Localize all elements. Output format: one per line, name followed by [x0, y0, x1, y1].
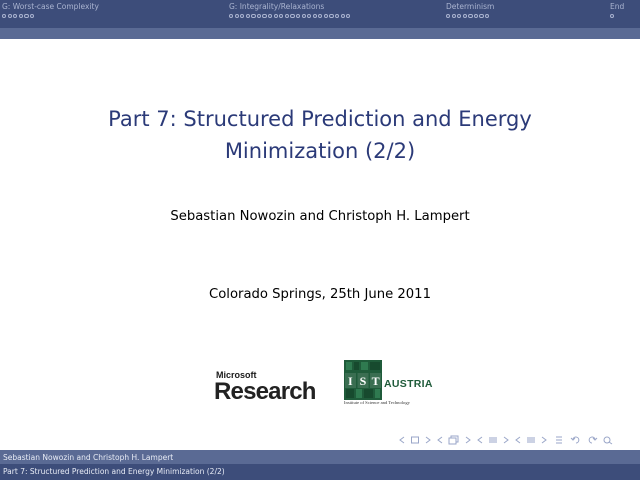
nav-dots	[229, 14, 350, 18]
nav-section-title[interactable]: Determinism	[446, 2, 495, 11]
nav-frame-dot[interactable]	[479, 14, 483, 18]
frame-icon[interactable]	[448, 435, 460, 445]
nav-section-title[interactable]: G: Worst-case Complexity	[2, 2, 99, 11]
nav-frame-dot[interactable]	[318, 14, 322, 18]
previous-frame-icon[interactable]	[436, 435, 444, 445]
ist-subtitle: Institute of Science and Technology	[344, 400, 410, 405]
nav-frame-dot[interactable]	[229, 14, 233, 18]
nav-frame-dot[interactable]	[285, 14, 289, 18]
next-slide-icon[interactable]	[424, 435, 432, 445]
footer-authors-bar	[0, 450, 640, 464]
nav-frame-dot[interactable]	[324, 14, 328, 18]
nav-frame-dot[interactable]	[13, 14, 17, 18]
nav-frame-dot[interactable]	[335, 14, 339, 18]
slide-place-date: Colorado Springs, 25th June 2011	[209, 287, 431, 302]
nav-frame-dot[interactable]	[446, 14, 450, 18]
nav-frame-dot[interactable]	[485, 14, 489, 18]
beamer-navigation-symbols	[398, 434, 638, 446]
footer-authors[interactable]: Sebastian Nowozin and Christoph H. Lampert	[3, 453, 174, 462]
document-icon[interactable]	[552, 435, 566, 445]
nav-frame-dot[interactable]	[290, 14, 294, 18]
nav-frame-dot[interactable]	[302, 14, 306, 18]
slide-icon[interactable]	[410, 435, 420, 445]
nav-frame-dot[interactable]	[235, 14, 239, 18]
forward-icon[interactable]	[586, 435, 598, 445]
nav-frame-dot[interactable]	[251, 14, 255, 18]
nav-frame-dot[interactable]	[2, 14, 6, 18]
section-icon[interactable]	[526, 435, 536, 445]
slide-authors: Sebastian Nowozin and Christoph H. Lampert	[170, 209, 470, 224]
research-wordmark: Research	[214, 378, 316, 405]
subsection-icon[interactable]	[488, 435, 498, 445]
nav-frame-dot[interactable]	[474, 14, 478, 18]
next-section-icon[interactable]	[540, 435, 548, 445]
nav-frame-dot[interactable]	[457, 14, 461, 18]
nav-dots	[2, 14, 99, 18]
nav-section-determinism[interactable]	[446, 2, 494, 18]
ist-letter: T	[371, 374, 380, 388]
nav-frame-dot[interactable]	[329, 14, 333, 18]
nav-frame-dot[interactable]	[468, 14, 472, 18]
nav-frame-dot[interactable]	[452, 14, 456, 18]
microsoft-research-logo	[214, 370, 326, 406]
nav-dots	[610, 14, 624, 18]
nav-frame-dot[interactable]	[346, 14, 350, 18]
nav-frame-dot[interactable]	[246, 14, 250, 18]
nav-section-title[interactable]: G: Integrality/Relaxations	[229, 2, 325, 11]
previous-slide-icon[interactable]	[398, 435, 406, 445]
nav-frame-dot[interactable]	[313, 14, 317, 18]
nav-section-end[interactable]	[610, 2, 624, 18]
previous-subsection-icon[interactable]	[476, 435, 484, 445]
nav-frame-dot[interactable]	[8, 14, 12, 18]
next-frame-icon[interactable]	[464, 435, 472, 445]
nav-section-integrality[interactable]	[229, 2, 350, 18]
nav-frame-dot[interactable]	[268, 14, 272, 18]
back-icon[interactable]	[570, 435, 582, 445]
nav-frame-dot[interactable]	[19, 14, 23, 18]
ist-austria-wordmark: AUSTRIA	[384, 378, 433, 390]
slide-title	[0, 103, 640, 167]
slide-title-line-2: Minimization (2/2)	[224, 139, 416, 163]
nav-frame-dot[interactable]	[257, 14, 261, 18]
previous-section-icon[interactable]	[514, 435, 522, 445]
slide-title-line-1: Part 7: Structured Prediction and Energy	[108, 107, 532, 131]
ist-letter: S	[359, 374, 367, 388]
nav-frame-dot[interactable]	[307, 14, 311, 18]
nav-frame-dot[interactable]	[262, 14, 266, 18]
nav-frame-dot[interactable]	[30, 14, 34, 18]
section-navigation-bar	[0, 0, 640, 28]
nav-frame-dot[interactable]	[610, 14, 614, 18]
nav-frame-dot[interactable]	[296, 14, 300, 18]
microsoft-wordmark: Microsoft	[216, 370, 257, 380]
ist-logo-block	[344, 360, 382, 400]
nav-frame-dot[interactable]	[274, 14, 278, 18]
nav-section-worst-case[interactable]	[2, 2, 99, 18]
nav-frame-dot[interactable]	[240, 14, 244, 18]
ist-austria-logo	[344, 360, 434, 408]
search-icon[interactable]	[602, 435, 614, 445]
footer-title-bar	[0, 464, 640, 480]
footer-title[interactable]: Part 7: Structured Prediction and Energy Minimization (2/2)	[3, 467, 225, 476]
nav-frame-dot[interactable]	[463, 14, 467, 18]
nav-frame-dot[interactable]	[341, 14, 345, 18]
nav-dots	[446, 14, 494, 18]
nav-section-title[interactable]: End	[610, 2, 625, 11]
subsection-bar	[0, 28, 640, 39]
ist-letter: I	[348, 374, 353, 388]
nav-frame-dot[interactable]	[279, 14, 283, 18]
nav-frame-dot[interactable]	[24, 14, 28, 18]
next-subsection-icon[interactable]	[502, 435, 510, 445]
ist-letters	[344, 375, 382, 387]
